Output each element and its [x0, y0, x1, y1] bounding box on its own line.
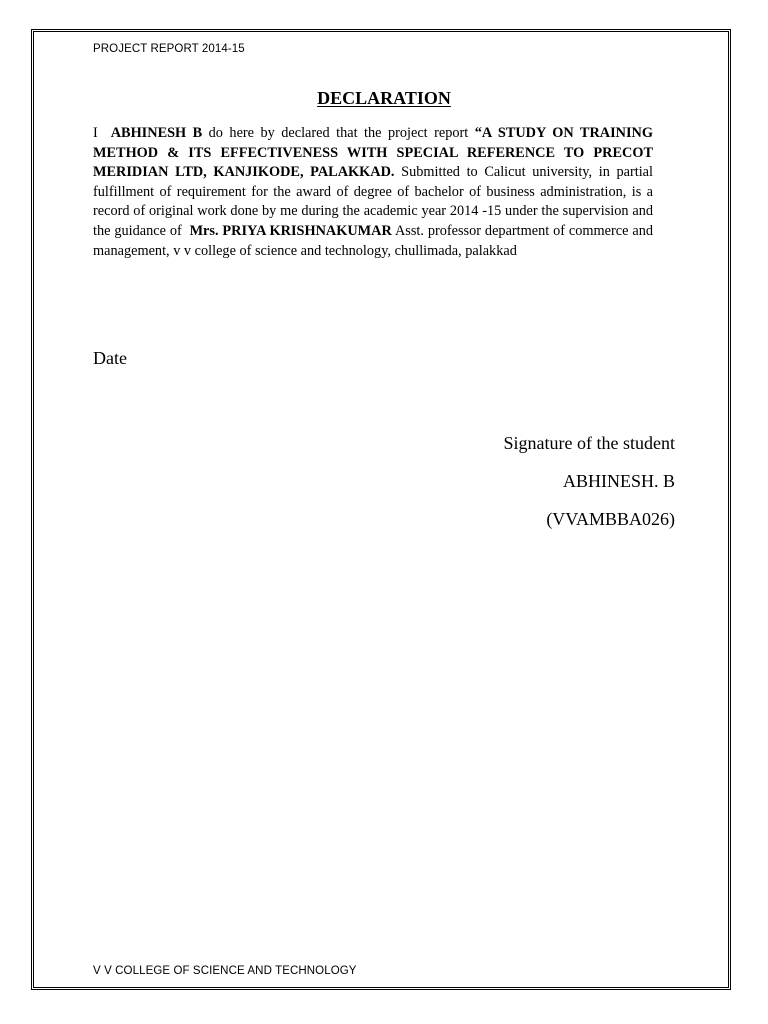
page-header: PROJECT REPORT 2014-15 — [93, 43, 245, 55]
page-title: DECLARATION — [317, 88, 451, 108]
declaration-text-part2: Submitted to Calicut university, in partial fulfillment of requirement for the award of degree of bachelor of business administration, is a record of original work done by me during the academic year 2014 -15 under the supervision and the guidance of — [93, 164, 653, 239]
student-name: ABHINESH B — [110, 125, 203, 141]
page-footer: V V COLLEGE OF SCIENCE AND TECHNOLOGY — [93, 965, 357, 977]
project-title: “A STUDY ON TRAINING METHOD & ITS EFFECTIVENESS WITH SPECIAL REFERENCE TO PRECOT MERIDIAN LTD, KANJIKODE, PALAKKAD. — [93, 125, 653, 181]
declaration-text-part3: Asst. professor department of commerce and management, v v college of science and technology, chullimada, palakkad — [93, 222, 653, 259]
declaration-paragraph — [93, 124, 653, 261]
signature-label: Signature of the student — [503, 433, 675, 453]
registration-number: (VVAMBBA026) — [546, 509, 675, 529]
guide-name: Mrs. PRIYA KRISHNAKUMAR — [189, 222, 392, 239]
declaration-intro: I — [93, 125, 98, 141]
signature-name: ABHINESH. B — [562, 471, 675, 491]
declaration-text-part1: do here by declared that the project report — [208, 125, 469, 141]
date-label: Date — [93, 348, 127, 368]
signature-block — [504, 424, 675, 538]
